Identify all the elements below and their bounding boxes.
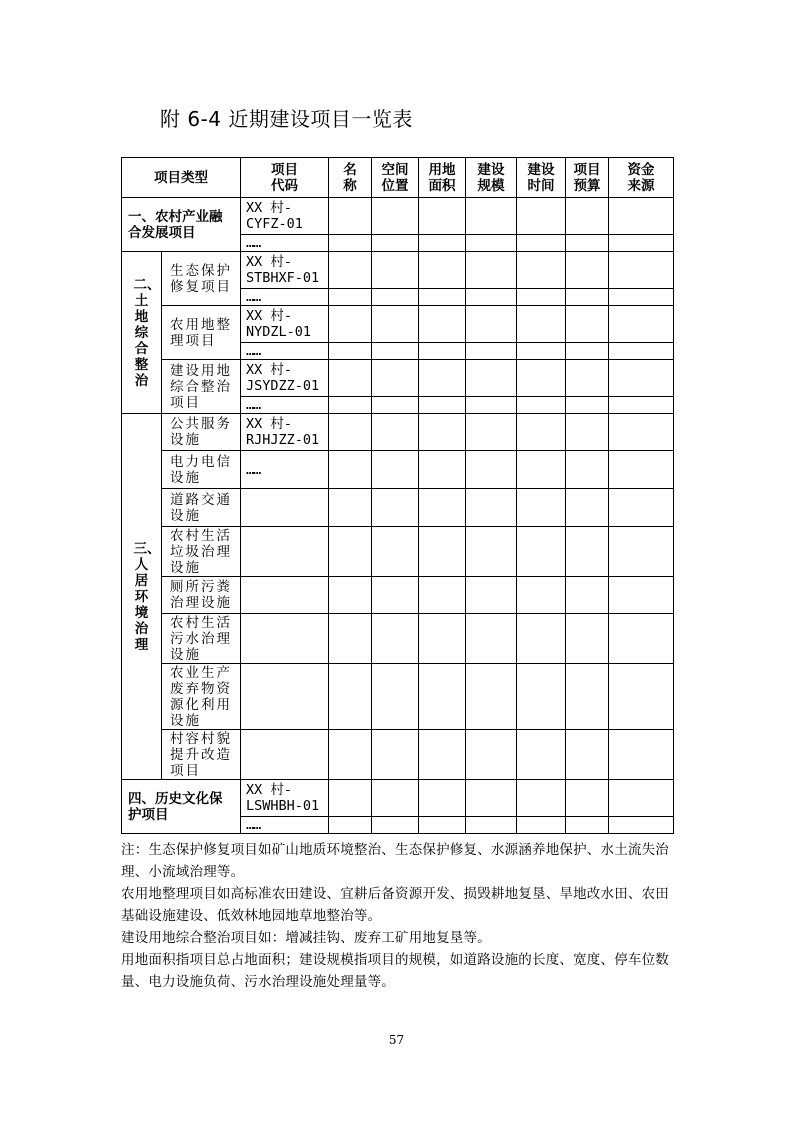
project-code: XX 村- LSWHBH-01 [241,780,329,817]
project-code: XX 村- RJHJZZ-01 [241,414,329,451]
table-row [122,360,674,397]
project-code: XX 村- JSYDZZ-01 [241,360,329,397]
table-row [122,780,674,817]
page-number: 57 [388,1033,405,1047]
subcategory-cell: 村容村貌提升改造项目 [162,730,241,780]
ellipsis-cell: …… [241,817,329,834]
category-cell: 四、历史文化保护项目 [122,780,241,834]
ellipsis-cell: …… [241,289,329,306]
header-time: 建设 时间 [517,158,566,198]
table-row [122,198,674,235]
subcategory-cell: 建设用地综合整治项目 [162,360,241,414]
header-area: 用地 面积 [419,158,466,198]
note-paragraph: 注：生态保护修复项目如矿山地质环境整治、生态保护修复、水源涵养地保护、水土流失治理、小流域治理等。 [121,842,669,880]
subcategory-cell: 公共服务设施 [162,414,241,451]
table-row [122,664,674,730]
subcategory-cell: 生态保护修复项目 [162,252,241,306]
header-type: 项目类型 [122,158,241,198]
subcategory-cell: 电力电信设施 [162,451,241,489]
project-table [121,157,674,834]
subcategory-cell: 道路交通设施 [162,489,241,527]
category-cell: 二、土地综合整治 [122,252,162,414]
header-name: 名 称 [329,158,372,198]
table-row [122,614,674,664]
ellipsis-cell: …… [241,235,329,252]
note-paragraph: 农用地整理项目如高标准农田建设、宜耕后备资源开发、损毁耕地复垦、旱地改水田、农田基础设施建设、低效林地园地草地整治等。 [121,886,669,924]
header-budget: 项目 预算 [566,158,609,198]
subcategory-cell: 农村生活污水治理设施 [162,614,241,664]
header-code: 项目 代码 [241,158,329,198]
project-code: XX 村- STBHXF-01 [241,252,329,289]
page-title: 附 6-4 近期建设项目一览表 [160,107,413,131]
ellipsis-cell: …… [241,343,329,360]
header-row [122,158,674,198]
table-row [122,577,674,614]
subcategory-cell: 农业生产废弃物资源化利用设施 [162,664,241,730]
header-location: 空间 位置 [372,158,419,198]
project-code: XX 村- NYDZL-01 [241,306,329,343]
notes [121,839,681,993]
subcategory-cell: 农村生活垃圾治理设施 [162,527,241,577]
subcategory-cell: 厕所污粪治理设施 [162,577,241,614]
table-row [122,252,674,289]
header-scale: 建设 规模 [466,158,517,198]
category-cell: 三、人居环境治理 [122,414,162,780]
category-cell: 一、农村产业融合发展项目 [122,198,241,252]
ellipsis-cell: …… [241,451,329,489]
table-row [122,306,674,343]
header-funding: 资金 来源 [609,158,674,198]
project-code: XX 村- CYFZ-01 [241,198,329,235]
subcategory-cell: 农用地整理项目 [162,306,241,360]
ellipsis-cell: …… [241,397,329,414]
table-row [122,730,674,780]
table-row [122,451,674,489]
note-paragraph: 用地面积指项目总占地面积；建设规模指项目的规模，如道路设施的长度、宽度、停车位数量、电力设施负荷、污水治理设施处理量等。 [121,952,669,990]
note-paragraph: 建设用地综合整治项目如：增减挂钩、废弃工矿用地复垦等。 [121,930,491,946]
table-row [122,414,674,451]
table-row [122,489,674,527]
table-row [122,527,674,577]
